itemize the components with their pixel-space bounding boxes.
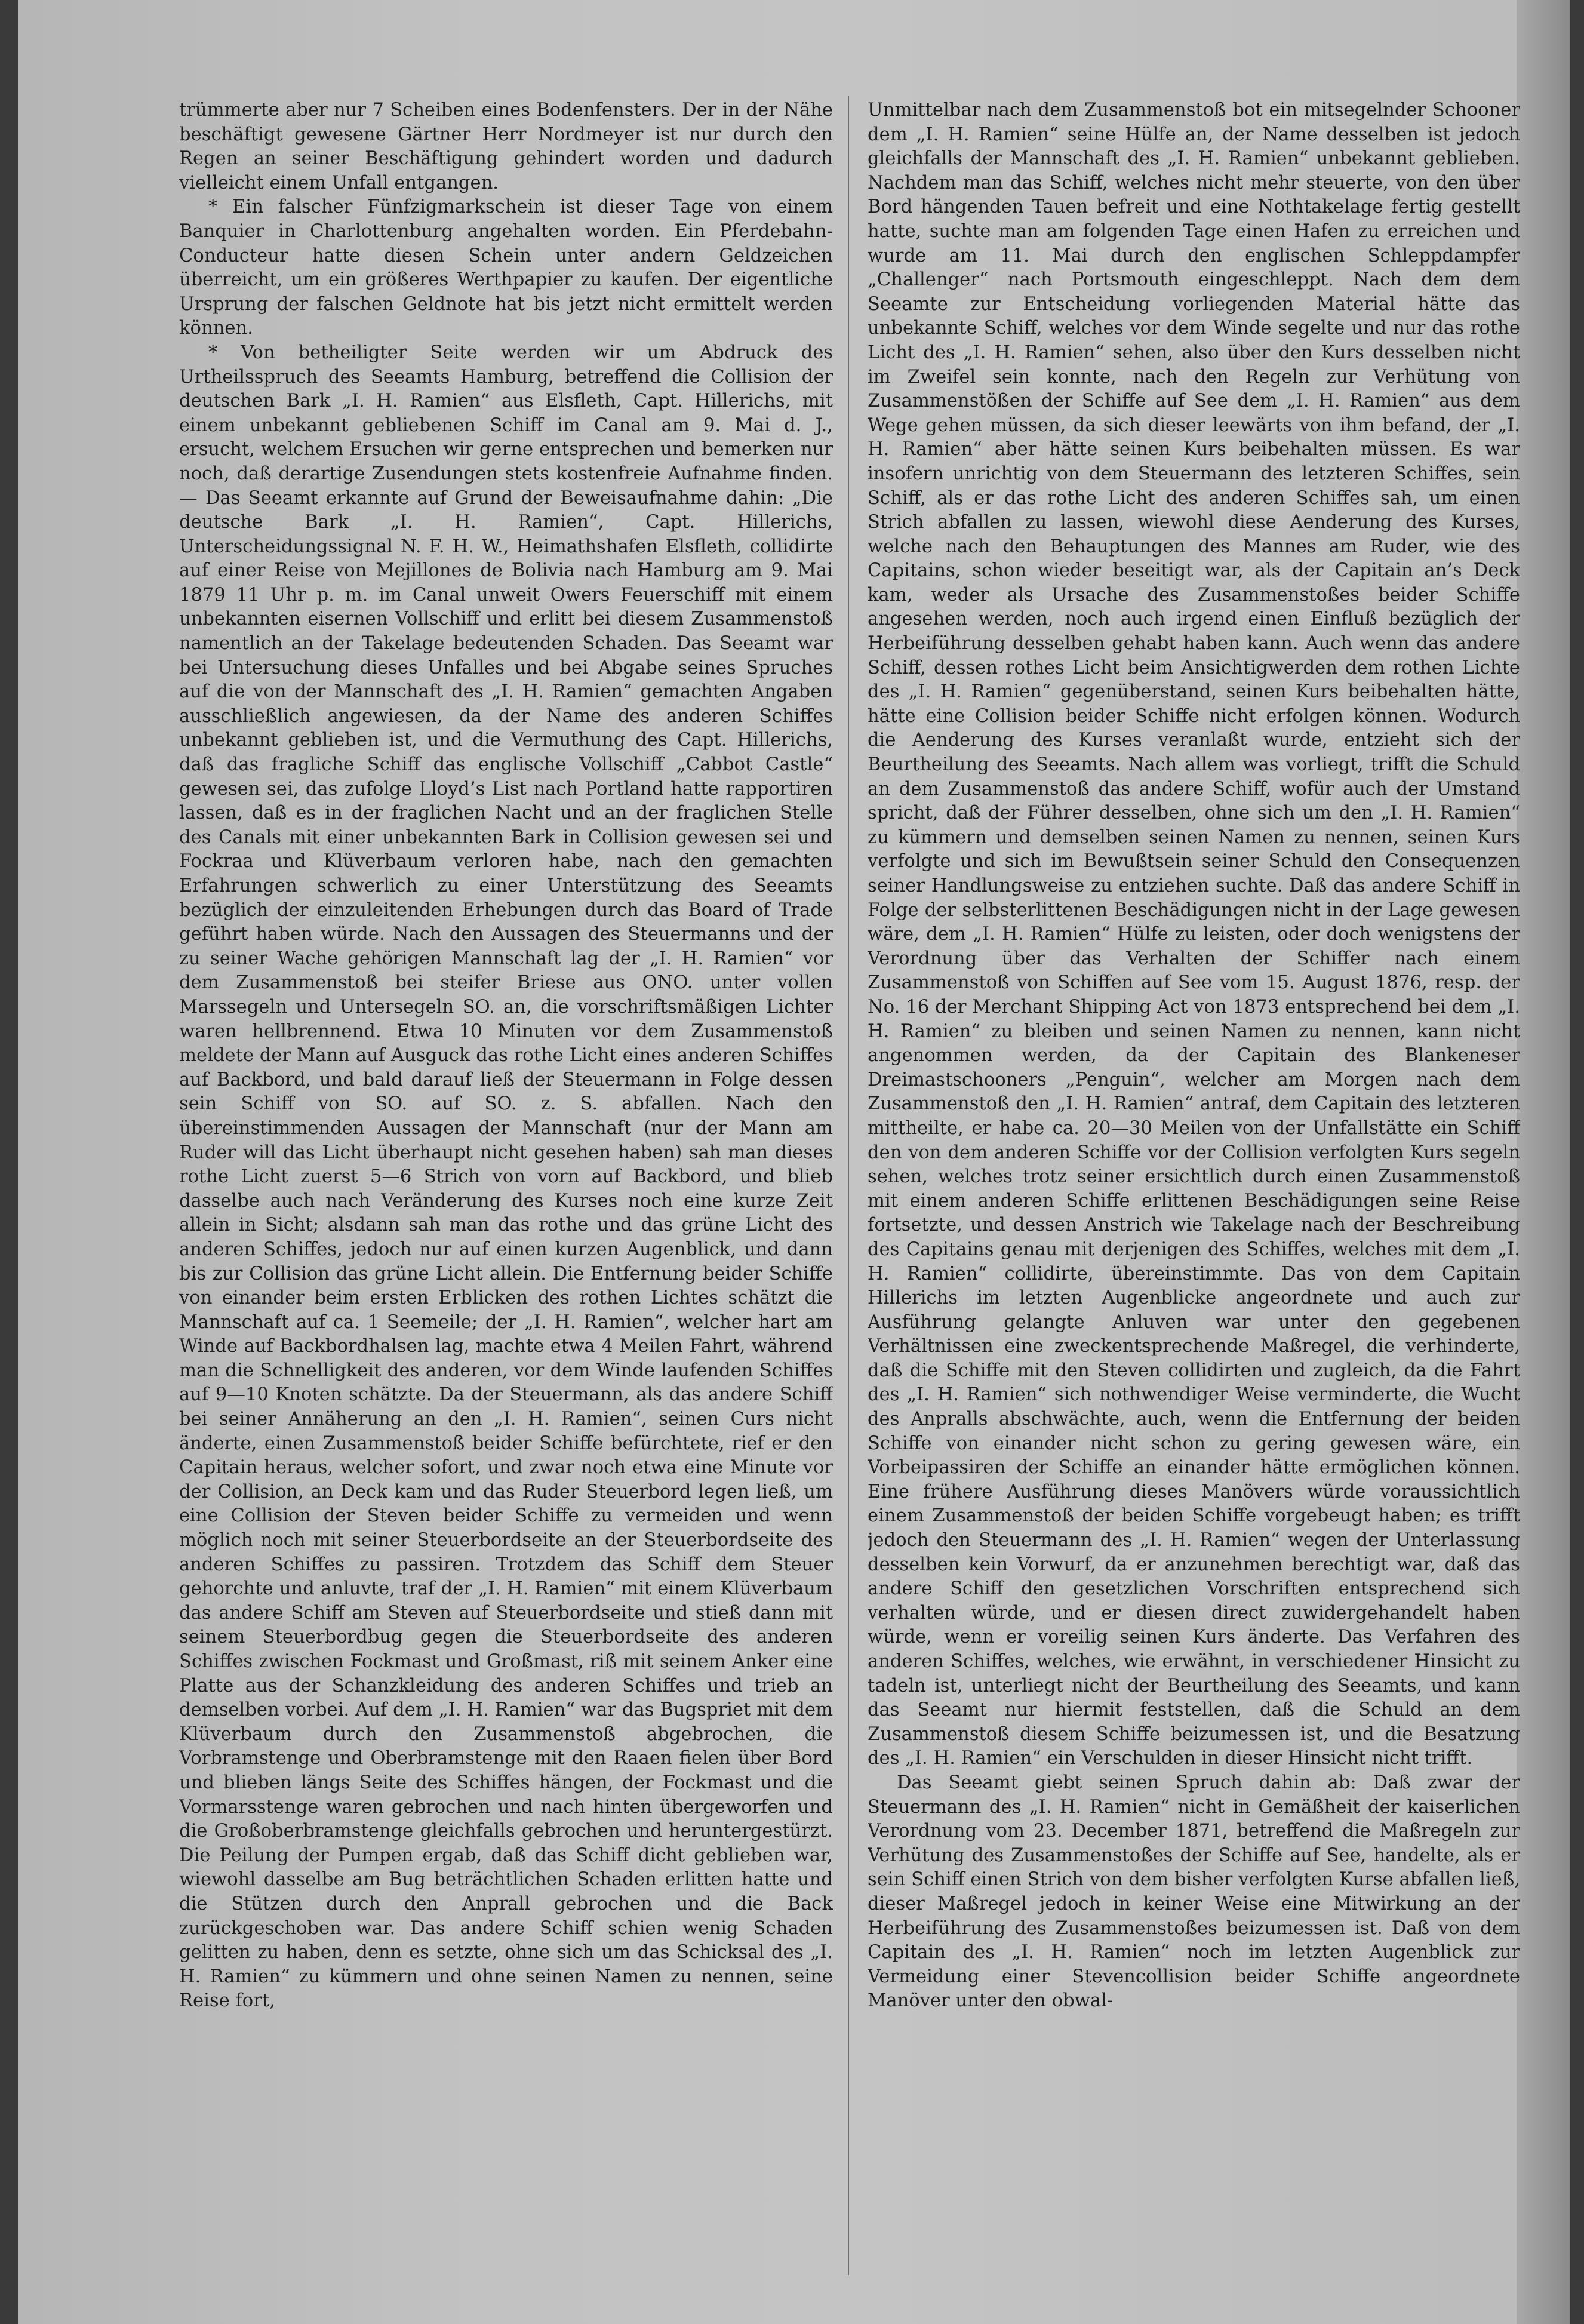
left-column (179, 99, 833, 2320)
column-divider (848, 96, 849, 2275)
binding-edge (1517, 0, 1570, 2324)
paragraph-continuation: trümmerte aber nur 7 Scheiben eines Bodenfensters. Der in der Nähe beschäftigt gewesene Gärtner Herr Nordmeyer ist nur durch den Regen an seiner Beschäftigung gehindert worden und dadurch vielleicht einem Unfall entgangen. (179, 100, 833, 193)
paragraph-counterfeit-note: * Ein falscher Fünfzigmarkschein ist dieser Tage von einem Banquier in Charlottenburg angehalten worden. Ein Pferdebahn-Conducteur hatte diesen Schein unter andern Geldzeichen überreicht, um ein größeres Werthpapier zu kaufen. Der eigentliche Ursprung der falschen Geldnote hat bis jetzt nicht ermittelt werden können. (179, 196, 833, 339)
paragraph-verdict-ruling: Das Seeamt giebt seinen Spruch dahin ab: Daß zwar der Steuermann des „I. H. Ramien“ nicht in Gemäßheit der kaiserlichen Verordnung vom 23. December 1871, betreffend die Maßregeln zur Verhütung des Zusammenstoßes der Schiffe auf See, handelte, als er sein Schiff einen Strich von dem bisher verfolgten Kurse abfallen ließ, dieser Maßregel jedoch in keiner Weise eine Mitwirkung an der Herbeiführung des Zusammenstoßes beizumessen ist. Daß von dem Capitain des „I. H. Ramien“ noch im letzten Augenblick zur Vermeidung einer Stevencollision beider Schiffe angeordnete Manöver unter den obwal- (868, 1772, 1520, 2012)
paragraph-verdict-reasoning: Unmittelbar nach dem Zusammenstoß bot ein mitsegelnder Schooner dem „I. H. Ramien“ seine Hülfe an, der Name desselben ist jedoch gleichfalls der Mannschaft des „I. H. Ramien“ unbekannt geblieben. Nachdem man das Schiff, welches nicht mehr steuerte, von den über Bord hängenden Tauen befreit und eine Nothtakelage fertig gestellt hatte, suchte man am folgenden Tage einen Hafen zu erreichen und wurde am 11. Mai durch den englischen Schleppdampfer „Challenger“ nach Portsmouth eingeschleppt. Nach dem dem Seeamte zur Entscheidung vorliegenden Material hätte das unbekannte Schiff, welches vor dem Winde segelte und nur das rothe Licht des „I. H. Ramien“ sehen, also über den Kurs desselben nicht im Zweifel sein konnte, nach den Regeln zur Verhütung von Zusammenstößen der Schiffe auf See dem „I. H. Ramien“ aus dem Wege gehen müssen, da sich dieser leewärts von ihm befand, der „I. H. Ramien“ aber hätte seinen Kurs beibehalten müssen. Es war insofern unrichtig von dem Steuermann des letzteren Schiffes, sein Schiff, als er das rothe Licht des anderen Schiffes sah, um einen Strich abfallen zu lassen, wiewohl diese Aenderung des Kurses, welche nach den Behauptungen des Mannes am Ruder, wie des Capitains, schon wieder beseitigt war, als der Capitain an’s Deck kam, weder als Ursache des Zusammenstoßes beider Schiffe angesehen werden, noch auch irgend einen Einfluß bezüglich der Herbeiführung desselben gehabt haben kann. Auch wenn das andere Schiff, dessen rothes Licht beim Ansichtigwerden dem rothen Lichte des „I. H. Ramien“ gegenüberstand, seinen Kurs beibehalten hätte, hätte eine Collision beider Schiffe nicht erfolgen können. Wodurch die Aenderung des Kurses veranlaßt wurde, entzieht sich der Beurtheilung des Seeamts. Nach allem was vorliegt, trifft die Schuld an dem Zusammenstoß das andere Schiff, wofür auch der Umstand spricht, daß der Führer desselben, ohne sich um den „I. H. Ramien“ zu kümmern und demselben seinen Namen zu nennen, seinen Kurs verfolgte und sich im Bewußtsein seiner Schuld den Consequenzen seiner Handlungsweise zu entziehen suchte. Daß das andere Schiff in Folge der selbsterlittenen Beschädigungen nicht in der Lage gewesen wäre, dem „I. H. Ramien“ Hülfe zu leisten, oder doch wenigstens der Verordnung über das Verhalten der Schiffer nach einem Zusammenstoß von Schiffen auf See vom 15. August 1876, resp. der No. 16 der Merchant Shipping Act von 1873 entsprechend bei dem „I. H. Ramien“ zu bleiben und seinen Namen zu nennen, kann nicht angenommen werden, da der Capitain des Blankeneser Dreimastschooners „Penguin“, welcher am Morgen nach dem Zusammenstoß den „I. H. Ramien“ antraf, dem Capitain des letzteren mittheilte, er habe ca. 20—30 Meilen von der Unfallstätte ein Schiff den von dem anderen Schiffe vor der Collision verfolgten Kurs segeln sehen, welches trotz seiner ersichtlich durch einen Zusammenstoß mit einem anderen Schiffe erlittenen Beschädigungen seine Reise fortsetzte, und dessen Anstrich wie Takelage nach der Beschreibung des Capitains genau mit derjenigen des Schiffes, welches mit dem „I. H. Ramien“ collidirte, übereinstimmte. Das von dem Capitain Hillerichs im letzten Augenblicke angeordnete und auch zur Ausführung gelangte Anluven war unter den gegebenen Verhältnissen eine zweckentsprechende Maßregel, die verhinderte, daß die Schiffe mit den Steven collidirten und zugleich, da die Fahrt des „I. H. Ramien“ sich nothwendiger Weise verminderte, die Wucht des Anpralls abschwächte, auch, wenn die Entfernung der beiden Schiffe von einander nicht schon zu gering gewesen wäre, ein Vorbeipassiren der Schiffe an einander hätte ermöglichen können. Eine frühere Ausführung dieses Manövers würde voraussichtlich einem Zusammenstoß der beiden Schiffe vorgebeugt haben; es trifft jedoch den Steuermann des „I. H. Ramien“ wegen der Unterlassung desselben kein Vorwurf, da er anzunehmen berechtigt war, daß das andere Schiff den gesetzlichen Vorschriften entsprechend sich verhalten würde, und er diesen direct zuwidergehandelt haben würde, wenn er voreilig seinen Kurs änderte. Das Verfahren des anderen Schiffes, welches, wie erwähnt, in verschiedener Hinsicht zu tadeln ist, unterliegt nicht der Beurtheilung des Seeamts, und kann das Seeamt nur hiermit feststellen, daß die Schuld an dem Zusammenstoß diesem Schiffe beizumessen ist, und die Besatzung des „I. H. Ramien“ ein Verschulden in dieser Hinsicht nicht trifft. (868, 100, 1520, 1769)
right-column (868, 99, 1520, 2320)
paragraph-seeamt-verdict: * Von betheiligter Seite werden wir um Abdruck des Urtheilsspruch des Seeamts Hamburg, betreffend die Collision der deutschen Bark „I. H. Ramien“ aus Elsfleth, Capt. Hillerichs, mit einem unbekannt gebliebenen Schiff im Canal am 9. Mai d. J., ersucht, welchem Ersuchen wir gerne entsprechen und bemerken nur noch, daß derartige Zusendungen stets kostenfreie Aufnahme finden. — Das Seeamt erkannte auf Grund der Beweisaufnahme dahin: „Die deutsche Bark „I. H. Ramien“, Capt. Hillerichs, Unterscheidungssignal N. F. H. W., Heimathshafen Elsfleth, collidirte auf einer Reise von Mejillones de Bolivia nach Hamburg am 9. Mai 1879 11 Uhr p. m. im Canal unweit Owers Feuerschiff mit einem unbekannten eisernen Vollschiff und erlitt bei diesem Zusammenstoß namentlich an der Takelage bedeutenden Schaden. Das Seeamt war bei Untersuchung dieses Unfalles und bei Abgabe seines Spruches auf die von der Mannschaft des „I. H. Ramien“ gemachten Angaben ausschließlich angewiesen, da der Name des anderen Schiffes unbekannt geblieben ist, und die Vermuthung des Capt. Hillerichs, daß das fragliche Schiff das englische Vollschiff „Cabbot Castle“ gewesen sei, das zufolge Lloyd’s List nach Portland hatte rapportiren lassen, daß es in der fraglichen Nacht und an der fraglichen Stelle des Canals mit einer unbekannten Bark in Collision gewesen sei und Fockraa und Klüverbaum verloren habe, nach den gemachten Erfahrungen schwerlich zu einer Unterstützung des Seeamts bezüglich der einzuleitenden Erhebungen durch das Board of Trade geführt haben würde. Nach den Aussagen des Steuermanns und der zu seiner Wache gehörigen Mannschaft lag der „I. H. Ramien“ vor dem Zusammenstoß bei steifer Briese aus ONO. unter vollen Marssegeln und Untersegeln SO. an, die vorschriftsmäßigen Lichter waren hellbrennend. Etwa 10 Minuten vor dem Zusammenstoß meldete der Mann auf Ausguck das rothe Licht eines anderen Schiffes auf Backbord, und bald darauf ließ der Steuermann in Folge dessen sein Schiff von SO. auf SO. z. S. abfallen. Nach den übereinstimmenden Aussagen der Mannschaft (nur der Mann am Ruder will das Licht überhaupt nicht gesehen haben) sah man dieses rothe Licht zuerst 5—6 Strich von vorn auf Backbord, und blieb dasselbe auch nach Veränderung des Kurses noch eine kurze Zeit allein in Sicht; alsdann sah man das rothe und das grüne Licht des anderen Schiffes, jedoch nur auf einen kurzen Augenblick, und dann bis zur Collision das grüne Licht allein. Die Entfernung beider Schiffe von einander beim ersten Erblicken des rothen Lichtes schätzt die Mannschaft auf ca. 1 Seemeile; der „I. H. Ramien“, welcher hart am Winde auf Backbordhalsen lag, machte etwa 4 Meilen Fahrt, während man die Schnelligkeit des anderen, vor dem Winde laufenden Schiffes auf 9—10 Knoten schätzte. Da der Steuermann, als das andere Schiff bei seiner Annäherung an den „I. H. Ramien“, seinen Curs nicht änderte, einen Zusammenstoß beider Schiffe befürchtete, rief er den Capitain heraus, welcher sofort, und zwar noch etwa eine Minute vor der Collision, an Deck kam und das Ruder Steuerbord legen ließ, um eine Collision der Steven beider Schiffe zu vermeiden und wenn möglich noch mit seiner Steuerbordseite an der Steuerbordseite des anderen Schiffes zu passiren. Trotzdem das Schiff dem Steuer gehorchte und anluvte, traf der „I. H. Ramien“ mit einem Klüverbaum das andere Schiff am Steven auf Steuerbordseite und stieß dann mit seinem Steuerbordbug gegen die Steuerbordseite des anderen Schiffes zwischen Fockmast und Großmast, riß mit seinem Anker eine Platte aus der Schanzkleidung des anderen Schiffes und trieb an demselben vorbei. Auf dem „I. H. Ramien“ war das Bugspriet mit dem Klüverbaum durch den Zusammenstoß abgebrochen, die Vorbramstenge und Oberbramstenge mit den Raaen fielen über Bord und blieben längs Seite des Schiffes hängen, der Fockmast und die Vormarsstenge waren gebrochen und nach hinten übergeworfen und die Großoberbramstenge gleichfalls gebrochen und heruntergestürzt. Die Peilung der Pumpen ergab, daß das Schiff dicht geblieben war, wiewohl dasselbe am Bug beträchtlichen Schaden erlitten hatte und die Stützen durch den Anprall gebrochen und die Back zurückgeschoben war. Das andere Schiff schien wenig Schaden gelitten zu haben, denn es setzte, ohne sich um das Schicksal des „I. H. Ramien“ zu kümmern und ohne seinen Namen zu nennen, seine Reise fort, (179, 342, 833, 2012)
